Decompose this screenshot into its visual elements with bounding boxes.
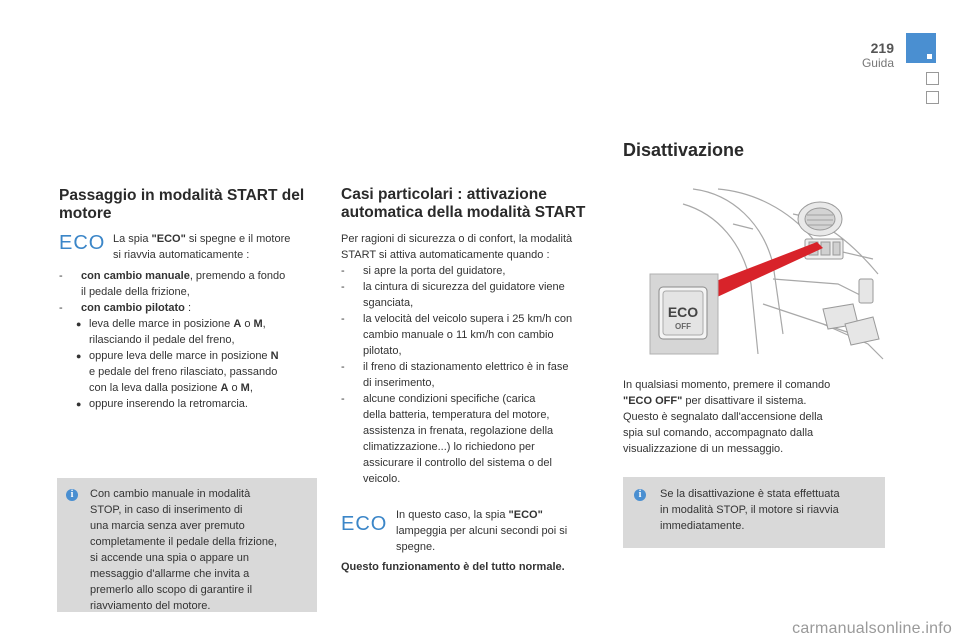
left-note-text: Con cambio manuale in modalità STOP, in caso di inserimento di una marcia senza aver premuto completamente il pedale della frizione, si accende una spia o appare un messaggio d'allarme che invita a premerlo allo scopo di garantire il riavviamento del motore. bbox=[90, 488, 278, 612]
list-item: - la velocità del veicolo supera i 25 km/h con cambio manuale o 11 km/h con cambio pilotato, bbox=[341, 313, 573, 357]
watermark[interactable]: carmanualsonline.info bbox=[792, 620, 952, 637]
list-item: - alcune condizioni specifiche (carica della batteria, temperatura del motore, assistenza in frenata, regolazione della climatizzazione...) lo richiedono per assicurare il controllo del sistema o del veicolo. bbox=[341, 393, 554, 485]
left-eco-paragraph: La spia "ECO" si spegne e il motore si riavvia automaticamente : bbox=[113, 233, 291, 261]
left-section-title: Passaggio in modalità START del motore bbox=[59, 187, 305, 222]
chapter-tab-marker bbox=[927, 54, 932, 59]
left-list bbox=[59, 268, 324, 412]
page-number: 219 bbox=[870, 40, 894, 56]
right-section-title: Disattivazione bbox=[623, 140, 745, 160]
air-vent bbox=[798, 202, 842, 236]
right-info-note bbox=[623, 477, 885, 548]
eco-off-button-sublabel: OFF bbox=[675, 322, 691, 331]
right-paragraph: In qualsiasi momento, premere il comando "ECO OFF" per disattivare il sistema. Questo è segnalato dall'accensione della spia sul comando, accompagnato dalla visualizzazione di un messaggio. bbox=[623, 379, 831, 455]
middle-closing-note: Questo funzionamento è del tutto normale. bbox=[341, 561, 565, 573]
info-icon: i bbox=[66, 489, 78, 501]
eco-indicator-icon: ECO bbox=[341, 513, 388, 535]
middle-eco-paragraph: In questo caso, la spia "ECO" lampeggia per alcuni secondi poi si spegne. bbox=[396, 509, 568, 553]
list-item: - la cintura di sicurezza del guidatore viene sganciata, bbox=[341, 281, 565, 309]
middle-body: Per ragioni di sicurezza o di confort, la modalità START si attiva automaticamente quando : - si apre la porta del guidatore, - la cintura di sicurezza del guidatore viene sganciata, - la velocità del veicolo supera i 25 km/h con cambio manuale o 11 km/h con cambio pilotato, - il freno di stazionamento elettrico è in fase di inserimento, - alcune condizioni specifiche (carica della batteria, temperatura del motore, assistenza in frenata, regolazione della climatizzazione...) lo richiedono per assicurare il controllo del sistema o del veicolo. bbox=[341, 231, 611, 487]
eco-indicator-icon: ECO bbox=[59, 232, 106, 254]
eco-off-button-label: ECO bbox=[667, 304, 699, 320]
left-info-note bbox=[57, 478, 317, 612]
right-note-text: Se la disattivazione è stata effettuata in modalità STOP, il motore si riavvia immediatamente. bbox=[660, 488, 840, 532]
list-item: - con cambio pilotato : bbox=[59, 302, 192, 314]
dashboard-illustration bbox=[623, 184, 885, 360]
sub-list-item: ● leva delle marce in posizione A o M, rilasciando il pedale del freno, bbox=[76, 318, 266, 346]
sub-list-item: ● oppure inserendo la retromarcia. bbox=[76, 398, 248, 410]
sub-list-item: ● oppure leva delle marce in posizione N e pedale del freno rilasciato, passando con la leva dalla posizione A o M, bbox=[76, 350, 279, 394]
list-item: - con cambio manuale, premendo a fondo il pedale della frizione, bbox=[59, 270, 286, 298]
list-item: - si apre la porta del guidatore, bbox=[341, 265, 506, 277]
info-icon: i bbox=[634, 489, 646, 501]
tab-outline-2[interactable] bbox=[926, 91, 939, 104]
tab-outline-1[interactable] bbox=[926, 72, 939, 85]
list-item: - il freno di stazionamento elettrico è in fase di inserimento, bbox=[341, 361, 569, 389]
chapter-label: Guida bbox=[861, 56, 894, 70]
middle-section-title: Casi particolari : attivazione automatica della modalità START bbox=[341, 186, 586, 221]
